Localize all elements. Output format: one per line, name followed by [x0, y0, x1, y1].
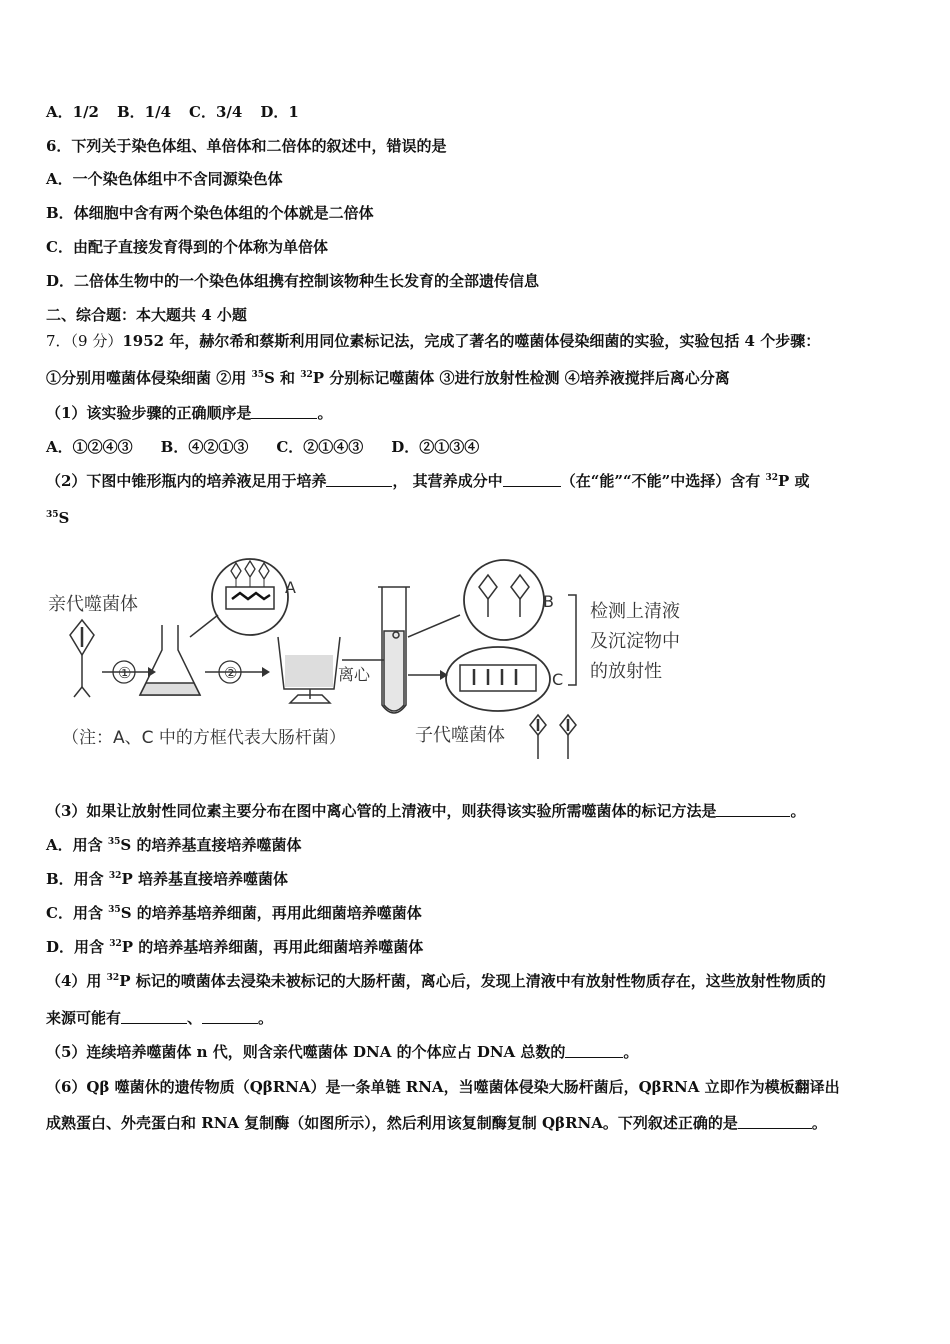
superscript: 32 — [300, 370, 313, 380]
figure-parent-label: 亲代噬菌体 — [48, 594, 138, 615]
answer-blank[interactable] — [202, 1009, 258, 1024]
q7-stem-text: 1952 年，赫尔希和蔡斯利用同位素标记法，完成了著名的噬菌体侵染细菌的实验，实验包括 4 个步骤： — [122, 332, 821, 350]
answer-blank[interactable] — [738, 1114, 812, 1129]
q7-part1: （1）该实验步骤的正确顺序是 。 — [46, 404, 333, 422]
option-b: B．1/4 — [117, 103, 172, 121]
step-1-label: ① — [118, 664, 132, 682]
q5-options — [46, 102, 299, 122]
detect-line-3: 的放射性 — [590, 661, 662, 682]
section-heading: 二、综合题：本大题共 4 小题 — [46, 306, 247, 324]
answer-blank[interactable] — [716, 802, 790, 817]
q7-part5: （5）连续培养噬菌体 n 代，则含亲代噬菌体 DNA 的个体应占 DNA 总数的 。 — [46, 1043, 639, 1061]
sediment-detail-c — [446, 647, 550, 711]
option-a: A．①②④③ — [46, 438, 133, 456]
q6-option-b: B．体细胞中含有两个染色体组的个体就是二倍体 — [46, 204, 374, 222]
bracket — [568, 595, 576, 685]
parent-phage-icon — [70, 620, 94, 697]
label-b: B — [543, 592, 554, 611]
q7-part3-option-b: B．用含 $^{32}$P 培养基直接培养噬菌体 — [46, 870, 288, 888]
q6-stem: 6．下列关于染色体组、单倍体和二倍体的叙述中，错误的是 — [46, 137, 447, 155]
q7-part6: （6）Qβ 噬菌休的遗传物质（QβRNA）是一条单链 RNA，当噬菌体侵染大肠杆菌后，QβRNA 立即作为模板翻译出 — [46, 1078, 840, 1096]
infection-detail-a — [212, 559, 288, 635]
q7-part1-options — [46, 437, 479, 457]
q7-part2: （2）下图中锥形瓶内的培养液足用于培养 ， 其营养成分中 （在“能”“不能”中选择）含有 $^{32}$P 或 — [46, 472, 810, 490]
option-c: C．②①④③ — [276, 438, 364, 456]
q6-option-c: C．由配子直接发育得到的个体称为单倍体 — [46, 238, 328, 256]
answer-blank[interactable] — [565, 1043, 623, 1058]
q6-option-d: D．二倍体生物中的一个染色体组携有控制该物种生长发育的全部遗传信息 — [46, 272, 540, 290]
option-a: A．1/2 — [46, 103, 99, 121]
answer-blank[interactable] — [251, 404, 317, 419]
q7-part3-option-a: A．用含 $^{35}$S 的培养基直接培养噬菌体 — [46, 836, 302, 854]
detect-line-1: 检测上清液 — [590, 601, 680, 622]
beaker-icon — [278, 637, 340, 703]
supernatant-detail-b — [464, 560, 544, 640]
label-c: C — [552, 670, 564, 689]
q7-stem — [46, 331, 820, 351]
q7-part3-option-d: D．用含 $^{32}$P 的培养基培养细菌，再用此细菌培养噬菌体 — [46, 938, 424, 956]
q7-part4: （4）用 $^{32}$P 标记的喷菌体去浸染未被标记的大肠杆菌，离心后，发现上清液中有放射性物质存在，这些放射性物质的 — [46, 972, 826, 990]
offspring-label: 子代噬菌体 — [415, 725, 505, 746]
figure-note: （注：A、C 中的方框代表大肠杆菌） — [62, 728, 346, 748]
option-c: C．3/4 — [189, 103, 243, 121]
answer-blank[interactable] — [326, 472, 392, 487]
test-tube-icon — [378, 587, 410, 713]
option-d: D．②①③④ — [391, 438, 480, 456]
phage-experiment-figure — [40, 555, 720, 770]
q6-option-a: A．一个染色体组中不含同源染色体 — [46, 170, 283, 188]
q7-part4-cont: 来源可能有 、 。 — [46, 1009, 274, 1027]
q7-part6-cont: 成熟蛋白、外壳蛋白和 RNA 复制酶（如图所示），然后利用该复制酶复制 QβRNA。下列叙述正确的是 。 — [46, 1114, 827, 1132]
offspring-phage-icon — [530, 715, 576, 759]
label-a: A — [285, 578, 296, 597]
step-2-label: ② — [224, 664, 238, 682]
q7-part3-option-c: C．用含 $^{35}$S 的培养基培养细菌，再用此细菌培养噬菌体 — [46, 904, 422, 922]
centrifuge-label: 离心 — [338, 665, 371, 684]
answer-blank[interactable] — [503, 472, 561, 487]
q7-steps: ①分别用噬菌体侵染细菌 ②用 $^{35}$S 和 $^{32}$P 分别标记噬菌体 ③进行放射性检测 ④培养液搅拌后离心分离 — [46, 369, 730, 387]
option-d: D．1 — [260, 103, 299, 121]
superscript: 35 — [251, 370, 264, 380]
option-b: B．④②①③ — [160, 438, 249, 456]
answer-blank[interactable] — [121, 1009, 187, 1024]
q7-part2-cont: $^{35}$S — [46, 509, 70, 527]
q7-part3: （3）如果让放射性同位素主要分布在图中离心管的上清液中，则获得该实验所需噬菌体的标记方法是 。 — [46, 802, 806, 820]
detect-line-2: 及沉淀物中 — [590, 631, 680, 652]
q7-number: 7．（9 分） — [46, 332, 123, 350]
